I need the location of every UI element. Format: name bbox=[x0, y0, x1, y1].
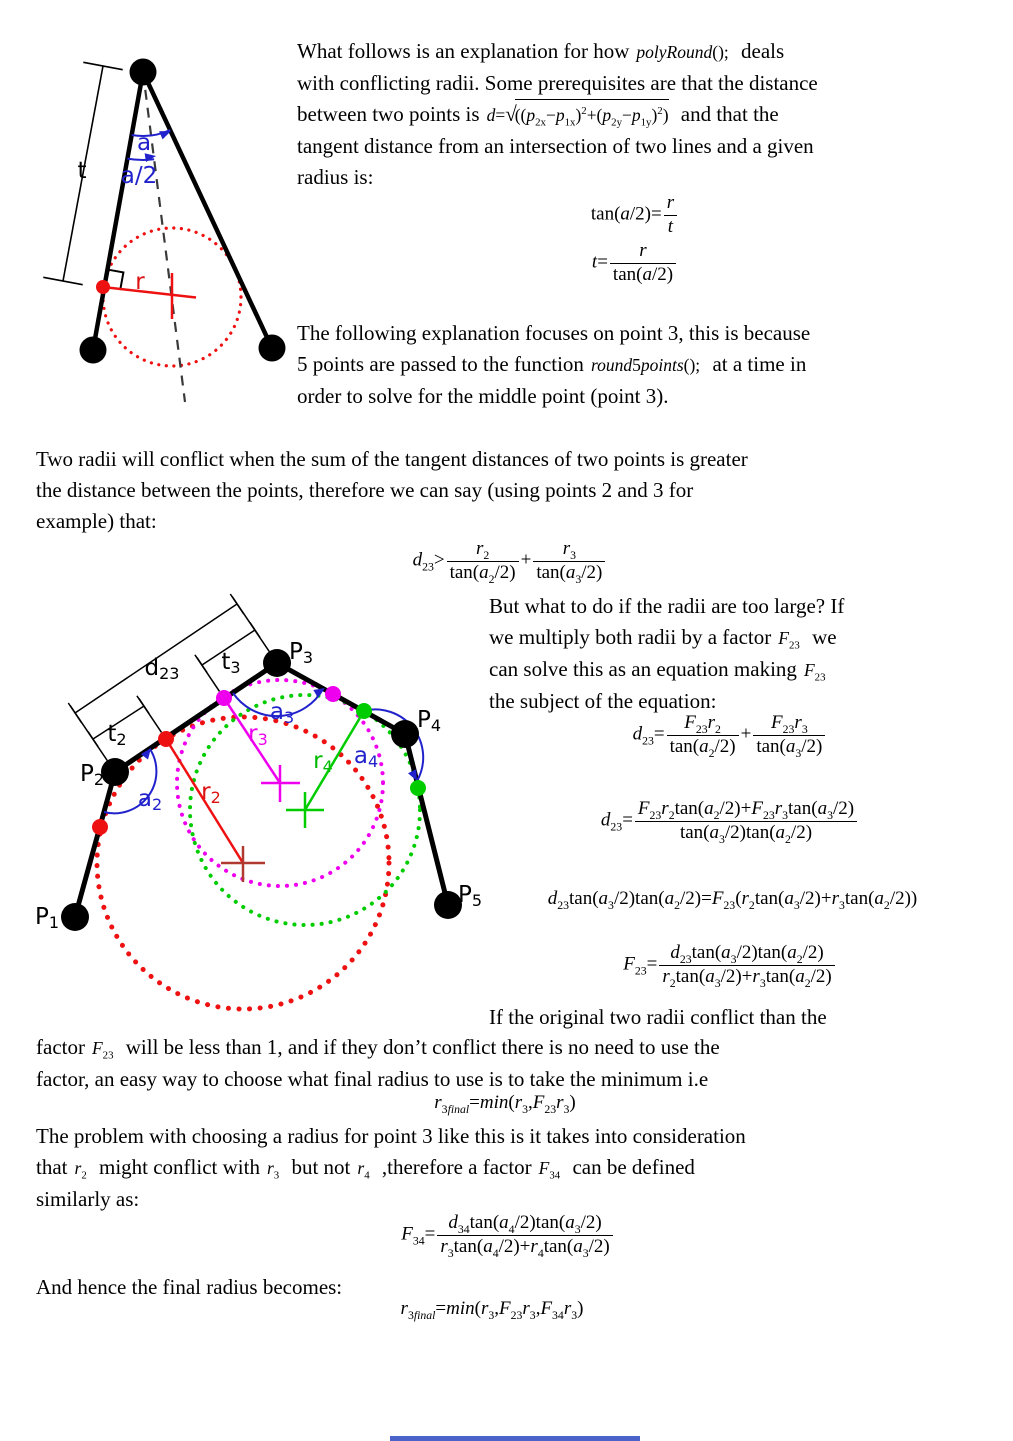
label-r4: r4 bbox=[313, 748, 333, 776]
label-a: a bbox=[136, 130, 152, 156]
r3-center-cross bbox=[261, 765, 300, 802]
t2-tick-left bbox=[88, 732, 98, 747]
right-edge-line bbox=[143, 72, 272, 348]
label-a-half: a/2 bbox=[120, 163, 158, 189]
paragraph-factor-less: factor $F_{23}$ will be less than 1, and if they don’t conflict there is no need to use the factor, an easy way to choose what final radius to use is to take the minimum i.e bbox=[36, 1035, 720, 1091]
label-r3: r3 bbox=[248, 721, 268, 749]
tangent-point-dot bbox=[96, 280, 110, 294]
next-page-top-edge bbox=[390, 1436, 640, 1441]
radius-line bbox=[103, 287, 196, 298]
formula-f23: $F_{23}=$ $\frac{d_{23}\tan(a_3/2)\tan(a_2/2)}{r_2\tan(a_3/2)+r_3\tan(a_2/2)}$ bbox=[560, 942, 900, 989]
label-t3: t3 bbox=[221, 649, 241, 677]
tangent-dot-r3-left bbox=[216, 690, 232, 706]
label-p4: P4 bbox=[416, 707, 442, 735]
paragraph-intro: What follows is an explanation for how polyRound(); deals with conflicting radii. Some prerequisites are that the distance between two points is $d=√((p_{2x}-p_{1x})^2+(p_{2y}-p_{1y})^2)$ and that the tangent distance from an intersection of two lines and a given radius is: bbox=[297, 39, 818, 189]
t3-tick-right bbox=[250, 623, 260, 638]
formula-d23-expanded: $d_{23}\tan(a_3/2)\tan(a_2/2)=F_{23}(r_2\tan(a_3/2)+r_3\tan(a_2/2))$ bbox=[547, 888, 918, 912]
label-a2: a2 bbox=[137, 786, 163, 814]
bottom-left-point-dot bbox=[80, 337, 107, 364]
paragraph-hence: And hence the final radius becomes: bbox=[36, 1275, 343, 1299]
bottom-right-point-dot bbox=[259, 335, 286, 362]
point-p1-dot bbox=[61, 903, 89, 931]
tangent-dot-r3-right bbox=[325, 686, 341, 702]
point-p4-dot bbox=[391, 720, 419, 748]
tangent-dot-r2-upper bbox=[158, 731, 174, 747]
label-a3: a3 bbox=[269, 699, 295, 727]
label-d23: d23 bbox=[144, 655, 180, 683]
paragraph-focus: The following explanation focuses on point 3, this is because 5 points are passed to the function round5points(); at a time in order to solve for the middle point (point 3). bbox=[297, 321, 811, 408]
label-t: t bbox=[77, 158, 87, 184]
formula-d23-eq1: $d_{23}=$ $\frac{F_{23}r_2}{\tan(a_2/2)}$ + $\frac{F_{23}r_3}{\tan(a_3/2)}$ bbox=[570, 712, 890, 759]
tangent-dot-r4-lower bbox=[410, 780, 426, 796]
formula-r3final-min: $r_{3final}=\min(r_3,F_{23}r_3)$ bbox=[434, 1092, 576, 1116]
label-p5: P5 bbox=[457, 882, 483, 910]
r4-center-cross bbox=[286, 792, 324, 828]
paragraph-if-original: If the original two radii conflict than the bbox=[489, 1005, 827, 1029]
tangent-dot-r2-lower bbox=[92, 819, 108, 835]
apex-point-dot bbox=[130, 59, 157, 86]
label-a4: a4 bbox=[353, 743, 379, 771]
t2-tick-right bbox=[139, 699, 149, 714]
label-r2: r2 bbox=[201, 779, 221, 807]
paragraph-problem: The problem with choosing a radius for point 3 like this is it takes into consideration that $r_2$ might conflict with $r_3$ but not $r_4$ ,therefore a factor $F_{34}$ can be defined similarly as: bbox=[36, 1124, 746, 1211]
formula-tan-def: tan(a/2)= $\frac{r}{t}$ bbox=[500, 192, 770, 239]
polygon-path bbox=[75, 663, 448, 917]
figure-tangent-distance bbox=[30, 30, 310, 430]
left-edge-line bbox=[93, 72, 143, 350]
label-p3: P3 bbox=[288, 639, 314, 667]
figure-polygon-points bbox=[30, 588, 495, 1033]
point-p2-dot bbox=[101, 758, 129, 786]
label-r: r bbox=[135, 269, 145, 295]
label-p2: P2 bbox=[79, 761, 105, 789]
label-p1: P1 bbox=[34, 904, 60, 932]
formula-d23-inequality: $d_{23}>$ $\frac{r_2}{\tan(a_2/2)}$ + $\frac{r_3}{\tan(a_3/2)}$ bbox=[350, 538, 670, 585]
d23-tick-left bbox=[68, 703, 81, 723]
formula-d23-eq2: $d_{23}=$ $\frac{F_{23}r_2\tan(a_2/2)+F_{23}r_3\tan(a_3/2)}{\tan(a_3/2)\tan(a_2/2)}$ bbox=[530, 798, 930, 845]
paragraph-too-large: But what to do if the radii are too large? If we multiply both radii by a factor $F_{23}$ we can solve this as an equation making $F_{23}$ the subject of the equation: bbox=[489, 594, 845, 713]
r2-center-cross bbox=[221, 846, 265, 882]
formula-t-def: t= $\frac{r}{\tan(a/2)}$ bbox=[500, 240, 770, 287]
formula-r3final-min2: $r_{3final}=\min(r_3,F_{23}r_3,F_{34}r_3)$ bbox=[400, 1298, 584, 1322]
formula-f34: $F_{34}=$ $\frac{d_{34}\tan(a_4/2)\tan(a_3/2)}{r_3\tan(a_4/2)+r_4\tan(a_3/2)}$ bbox=[350, 1212, 666, 1259]
paragraph-conflict: Two radii will conflict when the sum of the tangent distances of two points is greater the distance between the points, therefore we can say (using points 2 and 3 for example) that: bbox=[36, 447, 748, 533]
d23-tick-right bbox=[230, 594, 243, 614]
t3-tick-left bbox=[197, 658, 207, 673]
tangent-dot-r4-upper bbox=[356, 703, 372, 719]
point-p3-dot bbox=[263, 649, 291, 677]
angle-a-arrow bbox=[159, 131, 171, 139]
label-t2: t2 bbox=[107, 721, 127, 749]
